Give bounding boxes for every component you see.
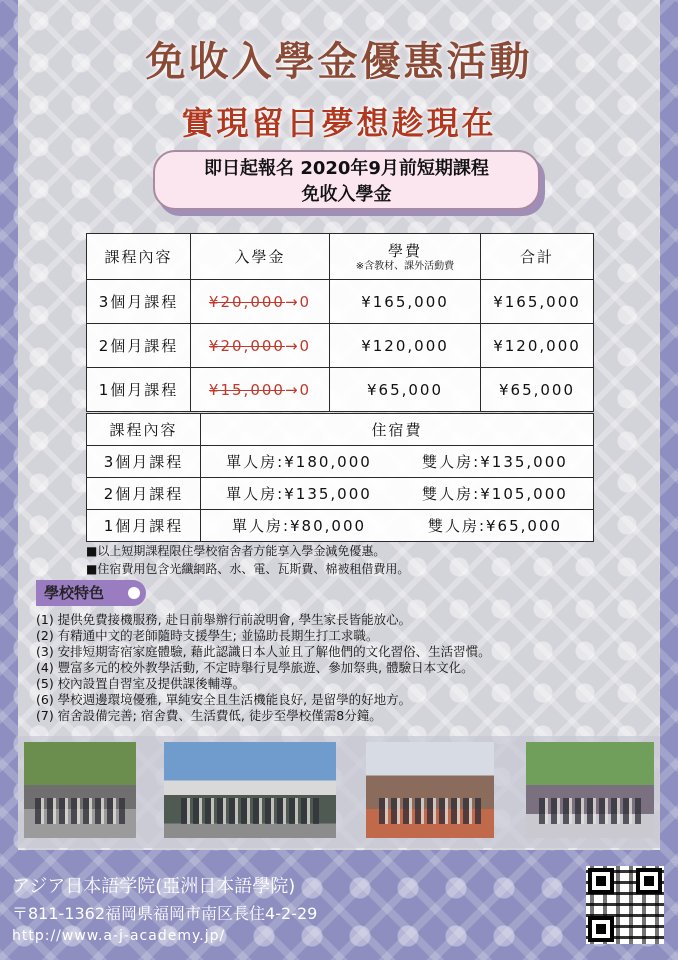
tuition-fee: ¥65,000: [330, 368, 481, 412]
enrollment-old-price: ¥15,000: [208, 380, 285, 399]
dot-icon: [128, 587, 140, 599]
header-course: 課程內容: [87, 234, 191, 280]
enrollment-new-price: →0: [284, 380, 312, 399]
single-room-fee: 單人房:¥80,000: [201, 510, 398, 542]
header-lodging: 住宿費: [201, 414, 594, 446]
features-heading: [36, 580, 146, 606]
page-subtitle: 實現留日夢想趁現在: [181, 104, 497, 142]
school-name: アジア日本語学院(亞洲日本語學院): [12, 876, 296, 897]
enrollment-old-price: ¥20,000: [208, 292, 285, 311]
school-address: 〒811-1362福岡県福岡市南区長住4-2-29: [12, 904, 318, 923]
page-title: 免收入學金優惠活動: [145, 39, 533, 85]
qr-finder: [588, 868, 614, 894]
list-item: (5) 校內設置自習室及提供課後輔導。: [36, 676, 246, 691]
table-row: [87, 324, 594, 368]
course-name: 1個月課程: [87, 510, 201, 542]
list-item: (1) 提供免費接機服務, 赴日前舉辦行前說明會, 學生家長皆能放心。: [36, 612, 412, 627]
features-list: [36, 612, 491, 724]
enrollment-new-price: →0: [284, 336, 312, 355]
promo-notice-line2: 免收入學金: [301, 184, 392, 205]
course-name: 3個月課程: [87, 280, 191, 324]
lodging-table-header: [87, 414, 594, 446]
table-row: [87, 510, 594, 542]
qr-finder: [588, 916, 614, 942]
qr-code-icon: [586, 866, 664, 944]
total-fee: ¥120,000: [481, 324, 594, 368]
group-photo: [24, 742, 136, 838]
people-shape: [539, 798, 641, 824]
group-photo: [366, 742, 494, 838]
table-row: [87, 446, 594, 478]
people-shape: [181, 798, 319, 824]
enrollment-fee: [191, 368, 330, 412]
enrollment-new-price: →0: [284, 292, 312, 311]
people-shape: [35, 798, 125, 824]
group-photo: [526, 742, 654, 838]
header-tuition-label: 學費: [387, 242, 422, 260]
single-room-fee: 單人房:¥180,000: [201, 446, 398, 478]
double-room-fee: 雙人房:¥105,000: [397, 478, 594, 510]
enrollment-fee: [191, 324, 330, 368]
header-tuition: [330, 234, 481, 280]
list-item: (6) 學校週邊環境優雅, 單純安全且生活機能良好, 是留學的好地方。: [36, 692, 412, 707]
course-name: 1個月課程: [87, 368, 191, 412]
enrollment-fee: [191, 280, 330, 324]
list-item: (7) 宿舍設備完善; 宿舍費、生活費低, 徒步至學校僅需8分鐘。: [36, 708, 382, 723]
features-heading-label: 學校特色: [44, 584, 105, 602]
list-item: (3) 安排短期寄宿家庭體驗, 藉此認識日本人並且了解他們的文化習俗、生活習慣。: [36, 644, 491, 659]
lodging-table: [86, 413, 594, 542]
course-name: 3個月課程: [87, 446, 201, 478]
double-room-fee: 雙人房:¥135,000: [397, 446, 594, 478]
table-row: [87, 478, 594, 510]
group-photo: [164, 742, 336, 838]
school-url-link[interactable]: http://www.a-j-academy.jp/: [12, 928, 226, 944]
total-fee: ¥65,000: [481, 368, 594, 412]
list-item: (2) 有精通中文的老師隨時支援學生; 並協助長期生打工求職。: [36, 628, 379, 643]
qr-finder: [636, 868, 662, 894]
tuition-fee: ¥165,000: [330, 280, 481, 324]
note-item: ■ 住宿費用包含光纖網路、水、電、瓦斯費、棉被租借費用。: [86, 560, 409, 578]
fees-table: [86, 233, 594, 412]
table-row: [87, 280, 594, 324]
promo-notice: [153, 150, 540, 210]
notes-list: [86, 542, 409, 578]
header-course: 課程內容: [87, 414, 201, 446]
course-name: 2個月課程: [87, 324, 191, 368]
table-row: [87, 368, 594, 412]
course-name: 2個月課程: [87, 478, 201, 510]
header-total: 合計: [481, 234, 594, 280]
total-fee: ¥165,000: [481, 280, 594, 324]
note-item: ■ 以上短期課程限住學校宿舍者方能享入學金減免優惠。: [86, 542, 409, 560]
tuition-note: ※含教材、課外活動費: [355, 261, 455, 272]
header-enrollment: 入學金: [191, 234, 330, 280]
double-room-fee: 雙人房:¥65,000: [397, 510, 594, 542]
promo-notice-line1: 即日起報名 2020年9月前短期課程: [204, 158, 489, 179]
fees-table-header: [87, 234, 594, 280]
list-item: (4) 豐富多元的校外教學活動, 不定時舉行見學旅遊、參加祭典, 體驗日本文化。: [36, 660, 474, 675]
tuition-fee: ¥120,000: [330, 324, 481, 368]
single-room-fee: 單人房:¥135,000: [201, 478, 398, 510]
enrollment-old-price: ¥20,000: [208, 336, 285, 355]
photo-strip: [18, 736, 660, 848]
people-shape: [379, 798, 481, 824]
